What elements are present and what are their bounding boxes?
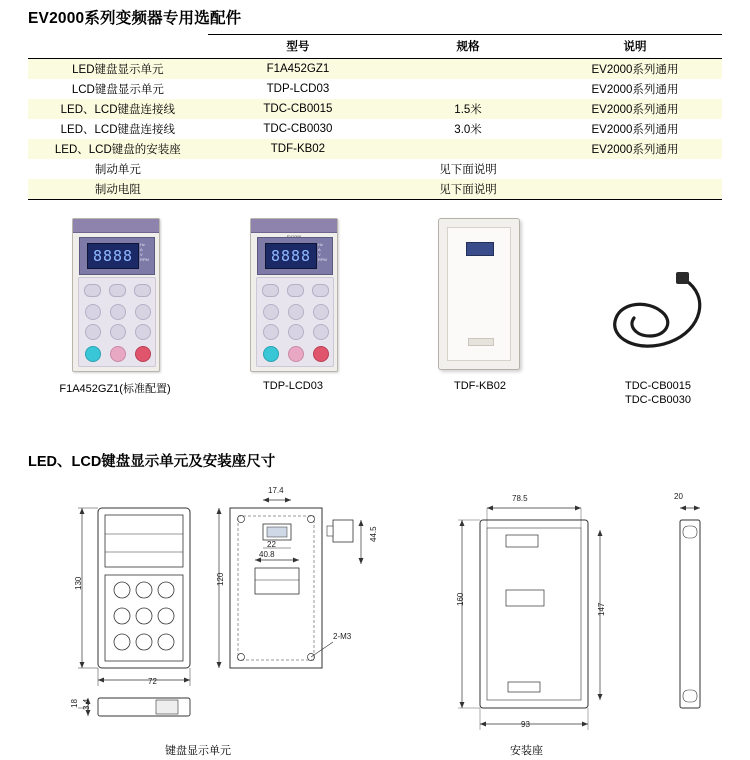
keypad-run-button[interactable] bbox=[263, 346, 279, 362]
keypad-button-panel bbox=[78, 277, 156, 367]
product-photo-row bbox=[0, 208, 750, 408]
row-note: EV2000系列通用 bbox=[548, 59, 722, 80]
dim-base-height-left: 160 bbox=[456, 592, 465, 606]
mounting-base-window bbox=[466, 242, 494, 256]
dim-base-width-bottom: 93 bbox=[521, 720, 530, 729]
row-name: LCD键盘显示单元 bbox=[28, 79, 208, 99]
mounting-base-cavity bbox=[447, 227, 511, 361]
dim-side-small: 22 bbox=[267, 540, 276, 549]
dim-base-depth: 20 bbox=[674, 492, 683, 501]
dimension-drawings bbox=[0, 480, 750, 760]
row-name: LED、LCD键盘连接线 bbox=[28, 99, 208, 119]
row-name: LED键盘显示单元 bbox=[28, 59, 208, 80]
dim-keypad-thickness-2: 3.4 bbox=[82, 698, 91, 710]
row-note: EV2000系列通用 bbox=[548, 99, 722, 119]
keypad-reset-button[interactable] bbox=[313, 346, 329, 362]
keypad-button[interactable] bbox=[135, 304, 151, 320]
mounting-base-image bbox=[438, 218, 520, 370]
dim-keypad-width: 72 bbox=[148, 677, 157, 686]
row-name: LED、LCD键盘连接线 bbox=[28, 119, 208, 139]
keypad-button[interactable] bbox=[135, 324, 151, 340]
keypad-button[interactable] bbox=[313, 324, 329, 340]
keypad-button[interactable] bbox=[109, 284, 126, 297]
dim-base-height-right: 147 bbox=[597, 602, 606, 616]
dim-side-height: 120 bbox=[216, 572, 225, 586]
cable-image bbox=[590, 268, 710, 368]
table-header-cell-0 bbox=[28, 35, 208, 59]
dim-side-right: 44.5 bbox=[369, 526, 378, 542]
mounting-base-slot bbox=[468, 338, 494, 346]
keypad-button[interactable] bbox=[263, 324, 279, 340]
dim-keypad-thickness-1: 18 bbox=[70, 699, 79, 708]
keypad-indicator-labels: Hz A V RPM bbox=[318, 242, 327, 262]
photo-caption-tdf-kb02: TDF-KB02 bbox=[454, 380, 506, 392]
lcd-keypad-image bbox=[250, 218, 338, 372]
dim-base-width-top: 78.5 bbox=[512, 494, 528, 503]
keypad-button[interactable] bbox=[288, 324, 304, 340]
row-spec bbox=[388, 139, 548, 159]
row-note: EV2000系列通用 bbox=[548, 139, 722, 159]
row-note bbox=[548, 179, 722, 200]
keypad-button[interactable] bbox=[84, 284, 101, 297]
keypad-rear-drawing bbox=[205, 490, 385, 690]
keypad-button[interactable] bbox=[134, 284, 151, 297]
keypad-button[interactable] bbox=[110, 324, 126, 340]
keypad-button[interactable] bbox=[312, 284, 329, 297]
table-row bbox=[28, 119, 722, 139]
table-row bbox=[28, 159, 722, 179]
accessories-table bbox=[28, 34, 722, 200]
row-model: TDC-CB0030 bbox=[208, 119, 389, 139]
row-model: TDF-KB02 bbox=[208, 139, 389, 159]
keypad-display-bezel bbox=[257, 237, 333, 275]
keypad-stop-button[interactable] bbox=[288, 346, 304, 362]
keypad-topbar bbox=[251, 219, 337, 233]
page-title: EV2000系列变频器专用选配件 bbox=[28, 10, 242, 27]
table-row bbox=[28, 139, 722, 159]
keypad-stop-button[interactable] bbox=[110, 346, 126, 362]
photo-caption-f1a452gz1: F1A452GZ1(标准配置) bbox=[59, 383, 171, 395]
keypad-reset-button[interactable] bbox=[135, 346, 151, 362]
table-row bbox=[28, 99, 722, 119]
row-model bbox=[208, 179, 389, 200]
row-spec bbox=[388, 59, 548, 80]
keypad-digits: 8888 bbox=[92, 247, 134, 265]
keypad-button[interactable] bbox=[287, 284, 304, 297]
keypad-button[interactable] bbox=[110, 304, 126, 320]
row-spec: 见下面说明 bbox=[388, 179, 548, 200]
drawing-caption-keypad: 键盘显示单元 bbox=[165, 745, 231, 757]
keypad-run-button[interactable] bbox=[85, 346, 101, 362]
keypad-button[interactable] bbox=[85, 324, 101, 340]
row-name: 制动电阻 bbox=[28, 179, 208, 200]
table-row bbox=[28, 59, 722, 80]
keypad-button[interactable] bbox=[85, 304, 101, 320]
base-front-drawing bbox=[440, 490, 620, 740]
row-model: F1A452GZ1 bbox=[208, 59, 389, 80]
table-row bbox=[28, 179, 722, 200]
table-header-row bbox=[28, 35, 722, 59]
keypad-digits: 8888 bbox=[270, 247, 312, 265]
keypad-display-bezel bbox=[79, 237, 155, 275]
row-model: TDP-LCD03 bbox=[208, 79, 389, 99]
dim-side-mid: 40.8 bbox=[259, 550, 275, 559]
row-name: LED、LCD键盘的安装座 bbox=[28, 139, 208, 159]
keypad-button-panel bbox=[256, 277, 334, 367]
photo-caption-cable-2: TDC-CB0030 bbox=[625, 394, 692, 406]
row-spec: 1.5米 bbox=[388, 99, 548, 119]
dim-keypad-height: 130 bbox=[74, 576, 83, 590]
row-note bbox=[548, 159, 722, 179]
table-header-cell-3: 说明 bbox=[548, 35, 722, 59]
row-spec: 3.0米 bbox=[388, 119, 548, 139]
keypad-button[interactable] bbox=[288, 304, 304, 320]
row-note: EV2000系列通用 bbox=[548, 119, 722, 139]
drawing-caption-base: 安装座 bbox=[510, 745, 543, 757]
keypad-indicator-labels: Hz A V RPM bbox=[140, 242, 149, 262]
row-name: 制动单元 bbox=[28, 159, 208, 179]
section-title-dimensions: LED、LCD键盘显示单元及安装座尺寸 bbox=[28, 454, 276, 470]
table-header-cell-2: 规格 bbox=[388, 35, 548, 59]
photo-caption-cable-1: TDC-CB0015 bbox=[625, 380, 692, 392]
led-keypad-image bbox=[72, 218, 160, 372]
row-spec bbox=[388, 79, 548, 99]
row-model bbox=[208, 159, 389, 179]
row-note: EV2000系列通用 bbox=[548, 79, 722, 99]
keypad-display bbox=[87, 243, 139, 269]
base-side-drawing bbox=[660, 490, 730, 740]
keypad-button[interactable] bbox=[313, 304, 329, 320]
photo-caption-tdp-lcd03: TDP-LCD03 bbox=[263, 380, 323, 392]
keypad-topbar bbox=[73, 219, 159, 233]
table-row bbox=[28, 79, 722, 99]
keypad-button[interactable] bbox=[263, 304, 279, 320]
dim-side-top: 17.4 bbox=[268, 486, 284, 495]
row-spec: 见下面说明 bbox=[388, 159, 548, 179]
keypad-display bbox=[265, 243, 317, 269]
keypad-button[interactable] bbox=[262, 284, 279, 297]
table-header-cell-1: 型号 bbox=[208, 35, 389, 59]
row-model: TDC-CB0015 bbox=[208, 99, 389, 119]
dim-side-screw: 2-M3 bbox=[333, 632, 352, 641]
